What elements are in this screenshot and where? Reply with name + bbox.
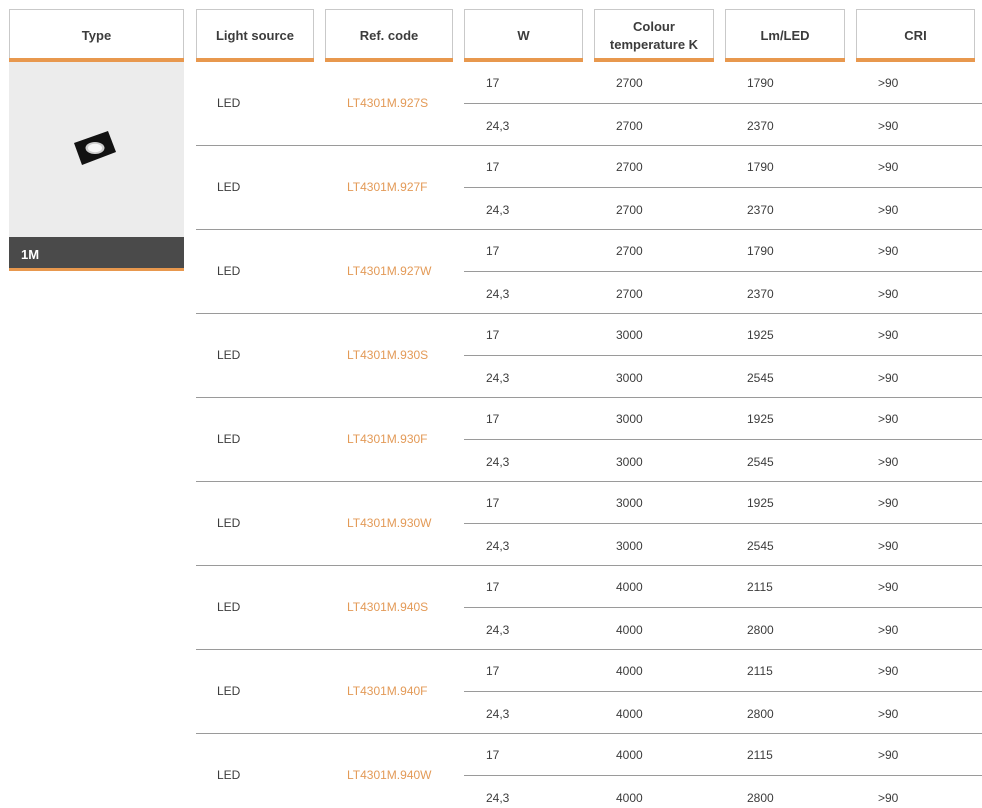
- wattage-cell: 17: [486, 244, 500, 258]
- cri-cell: >90: [878, 455, 899, 469]
- colour-temperature-cell: 4000: [616, 791, 643, 805]
- light-source-cell: LED: [217, 768, 241, 782]
- light-source-cell: LED: [217, 600, 241, 614]
- table-row: [196, 566, 982, 650]
- colour-temperature-cell: 2700: [616, 160, 643, 174]
- cri-cell: >90: [878, 748, 899, 762]
- ref-code-cell: LT4301M.940S: [347, 600, 429, 614]
- header-type: [9, 9, 184, 61]
- variant-row: [196, 524, 982, 566]
- row-divider: [464, 439, 982, 440]
- lumen-cell: 1790: [747, 160, 774, 174]
- lumen-cell: 1925: [747, 412, 774, 426]
- variant-row: [196, 146, 982, 188]
- wattage-cell: 24,3: [486, 203, 510, 217]
- row-divider: [464, 187, 982, 188]
- row-divider: [464, 523, 982, 524]
- lumen-cell: 1790: [747, 244, 774, 258]
- table-row: [196, 398, 982, 482]
- variant-row: [196, 398, 982, 440]
- downlight-fixture-icon: [74, 131, 116, 165]
- wattage-cell: 17: [486, 496, 500, 510]
- colour-temperature-cell: 4000: [616, 623, 643, 637]
- lumen-cell: 2800: [747, 707, 774, 721]
- colour-temperature-cell: 3000: [616, 455, 643, 469]
- header-w: [464, 9, 583, 61]
- header-w-label: W: [517, 27, 530, 43]
- variant-row: [196, 440, 982, 482]
- lumen-cell: 2115: [747, 580, 773, 594]
- lumen-cell: 2370: [747, 203, 774, 217]
- ref-code-cell: LT4301M.927W: [347, 264, 432, 278]
- lumen-cell: 2370: [747, 119, 774, 133]
- lumen-cell: 2115: [747, 748, 773, 762]
- lumen-cell: 2115: [747, 664, 773, 678]
- colour-temperature-cell: 2700: [616, 244, 643, 258]
- cri-cell: >90: [878, 664, 899, 678]
- colour-temperature-cell: 3000: [616, 371, 643, 385]
- light-source-cell: LED: [217, 432, 241, 446]
- cri-cell: >90: [878, 791, 899, 805]
- light-source-cell: LED: [217, 264, 241, 278]
- cri-cell: >90: [878, 160, 899, 174]
- wattage-cell: 17: [486, 160, 500, 174]
- wattage-cell: 24,3: [486, 791, 510, 805]
- variant-row: [196, 566, 982, 608]
- colour-temperature-cell: 4000: [616, 707, 643, 721]
- table-row: [196, 230, 982, 314]
- ref-code-cell: LT4301M.940W: [347, 768, 432, 782]
- variant-row: [196, 272, 982, 314]
- header-type-label: Type: [81, 27, 112, 43]
- wattage-cell: 24,3: [486, 707, 510, 721]
- lumen-cell: 2800: [747, 623, 774, 637]
- header-light-source: [196, 9, 314, 61]
- lumen-cell: 1790: [747, 76, 774, 90]
- light-source-cell: LED: [217, 516, 241, 530]
- cri-cell: >90: [878, 287, 899, 301]
- cri-cell: >90: [878, 496, 899, 510]
- type-label-text: 1M: [21, 246, 40, 262]
- lumen-cell: 1925: [747, 328, 774, 342]
- cri-cell: >90: [878, 328, 899, 342]
- colour-temperature-cell: 3000: [616, 539, 643, 553]
- lumen-cell: 2370: [747, 287, 774, 301]
- lumen-cell: 2545: [747, 455, 774, 469]
- cri-cell: >90: [878, 244, 899, 258]
- header-lm-led: [725, 9, 845, 61]
- variant-row: [196, 314, 982, 356]
- ref-code-cell: LT4301M.927F: [347, 180, 428, 194]
- header-colour-temperature-label: Colour temperature K: [609, 18, 699, 52]
- table-row: [196, 734, 982, 808]
- lumen-cell: 2545: [747, 539, 774, 553]
- ref-code-cell: LT4301M.940F: [347, 684, 428, 698]
- variant-row: [196, 62, 982, 104]
- variant-row: [196, 650, 982, 692]
- row-divider: [464, 103, 982, 104]
- cri-cell: >90: [878, 119, 899, 133]
- table-row: [196, 314, 982, 398]
- colour-temperature-cell: 2700: [616, 119, 643, 133]
- ref-code-cell: LT4301M.927S: [347, 96, 429, 110]
- variant-row: [196, 230, 982, 272]
- cri-cell: >90: [878, 412, 899, 426]
- cri-cell: >90: [878, 623, 899, 637]
- cri-cell: >90: [878, 203, 899, 217]
- cri-cell: >90: [878, 539, 899, 553]
- colour-temperature-cell: 3000: [616, 328, 643, 342]
- header-colour-temperature: [594, 9, 714, 61]
- table-row: [196, 146, 982, 230]
- wattage-cell: 24,3: [486, 371, 510, 385]
- table-row: [196, 650, 982, 734]
- cri-cell: >90: [878, 707, 899, 721]
- lumen-cell: 2545: [747, 371, 774, 385]
- light-source-cell: LED: [217, 684, 241, 698]
- wattage-cell: 24,3: [486, 539, 510, 553]
- colour-temperature-cell: 2700: [616, 203, 643, 217]
- colour-temperature-cell: 4000: [616, 580, 643, 594]
- variant-row: [196, 734, 982, 776]
- lumen-cell: 2800: [747, 791, 774, 805]
- wattage-cell: 24,3: [486, 119, 510, 133]
- colour-temperature-cell: 3000: [616, 412, 643, 426]
- light-source-cell: LED: [217, 96, 241, 110]
- colour-temperature-cell: 2700: [616, 76, 643, 90]
- type-label: [9, 237, 184, 271]
- colour-temperature-cell: 3000: [616, 496, 643, 510]
- variant-row: [196, 188, 982, 230]
- light-source-cell: LED: [217, 180, 241, 194]
- wattage-cell: 24,3: [486, 287, 510, 301]
- row-divider: [464, 355, 982, 356]
- row-divider: [464, 607, 982, 608]
- row-divider: [464, 775, 982, 776]
- variant-row: [196, 608, 982, 650]
- header-ref-code: [325, 9, 453, 61]
- wattage-cell: 24,3: [486, 623, 510, 637]
- cri-cell: >90: [878, 76, 899, 90]
- ref-code-cell: LT4301M.930W: [347, 516, 432, 530]
- ref-code-cell: LT4301M.930S: [347, 348, 429, 362]
- header-cri: [856, 9, 975, 61]
- header-ref-code-label: Ref. code: [359, 27, 419, 43]
- variant-row: [196, 482, 982, 524]
- wattage-cell: 17: [486, 664, 500, 678]
- table-row: [196, 62, 982, 146]
- wattage-cell: 24,3: [486, 455, 510, 469]
- variant-row: [196, 356, 982, 398]
- variant-row: [196, 776, 982, 808]
- variant-row: [196, 104, 982, 146]
- colour-temperature-cell: 2700: [616, 287, 643, 301]
- row-divider: [464, 691, 982, 692]
- cri-cell: >90: [878, 580, 899, 594]
- table-row: [196, 482, 982, 566]
- wattage-cell: 17: [486, 412, 500, 426]
- wattage-cell: 17: [486, 580, 500, 594]
- ref-code-cell: LT4301M.930F: [347, 432, 428, 446]
- header-cri-label: CRI: [904, 27, 927, 43]
- light-source-cell: LED: [217, 348, 241, 362]
- wattage-cell: 17: [486, 76, 500, 90]
- wattage-cell: 17: [486, 328, 500, 342]
- cri-cell: >90: [878, 371, 899, 385]
- colour-temperature-cell: 4000: [616, 664, 643, 678]
- colour-temperature-cell: 4000: [616, 748, 643, 762]
- header-light-source-label: Light source: [215, 27, 294, 43]
- row-divider: [464, 271, 982, 272]
- wattage-cell: 17: [486, 748, 500, 762]
- header-lm-led-label: Lm/LED: [760, 27, 810, 43]
- lumen-cell: 1925: [747, 496, 774, 510]
- variant-row: [196, 692, 982, 734]
